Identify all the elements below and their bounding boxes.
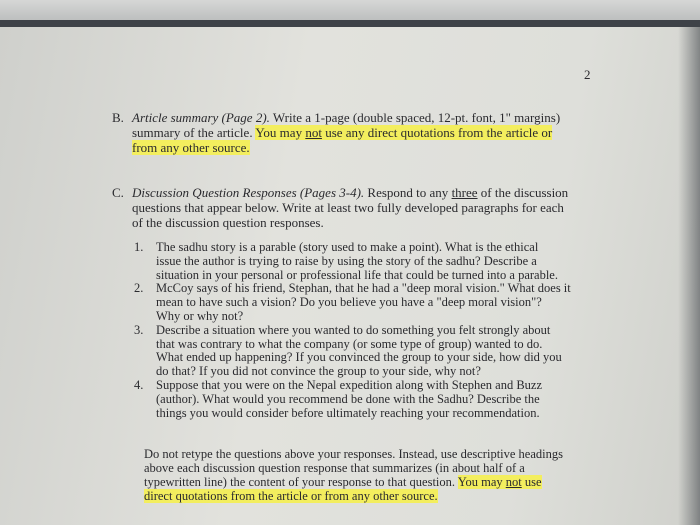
- section-b: [112, 110, 590, 155]
- section-c-line-3: of the discussion question responses.: [132, 215, 324, 230]
- highlight-no-quotations: You may not use any direct quotations from the article or: [255, 125, 553, 140]
- section-b-line-2: summary of the article. You may not use any direct quotations from the article or: [132, 125, 553, 140]
- list-item: 1. The sadhu story is a parable (story used to make a point). What is the ethical issue the author is trying to raise by using the story of the sadhu? Describe a situation in your personal or professional life that could be turned into a parable.: [134, 240, 558, 282]
- document-page: [0, 27, 700, 525]
- question-number: 4.: [134, 377, 144, 392]
- section-c: [112, 185, 590, 230]
- question-number: 3.: [134, 322, 144, 337]
- instructions-note: Do not retype the questions above your responses. Instead, use descriptive headings above each discussion question response that summarizes (in about half of a typewritten line) the content of your response to that question. You may not use direct quotations from the article or from any other source.: [144, 447, 563, 503]
- section-b-line-1: Article summary (Page 2). Write a 1-page (double spaced, 12-pt. font, 1" margins): [132, 110, 561, 125]
- background-sheet: [0, 0, 700, 20]
- section-c-letter: C.: [112, 185, 124, 200]
- page-edge-shadow: [678, 27, 700, 525]
- section-c-title: Discussion Question Responses (Pages 3-4).: [132, 185, 365, 200]
- highlight-no-quotations: You may not use: [457, 475, 542, 489]
- section-c-line-1: Discussion Question Responses (Pages 3-4). Respond to any three of the discussion: [132, 185, 569, 200]
- section-b-title: Article summary (Page 2).: [132, 110, 270, 125]
- question-number: 2.: [134, 281, 144, 296]
- page-number: 2: [584, 67, 591, 82]
- question-number: 1.: [134, 240, 144, 254]
- list-item: 2. McCoy says of his friend, Stephan, that he had a "deep moral vision." What does it mean to have such a vision? Do you believe you have a "deep moral vision"? Why or why not?: [134, 281, 571, 323]
- section-b-line-3: from any other source.: [132, 140, 250, 155]
- list-item: 4. Suppose that you were on the Nepal expedition along with Stephen and Buzz (author). What would you recommend be done with the Sadhu? Describe the things you would consider before ultimately reaching your recommendation.: [134, 377, 543, 420]
- list-item: 3. Describe a situation where you wanted to do something you felt strongly about that was contrary to what the company (or some type of group) wanted to do. What ended up happening? If you convinced the group to your side, how did you do that? If you did not convince the group to your side, why not?: [134, 322, 562, 379]
- section-b-letter: B.: [112, 110, 124, 125]
- section-c-line-2: questions that appear below. Write at least two fully developed paragraphs for each: [132, 200, 564, 215]
- question-list: [134, 241, 590, 420]
